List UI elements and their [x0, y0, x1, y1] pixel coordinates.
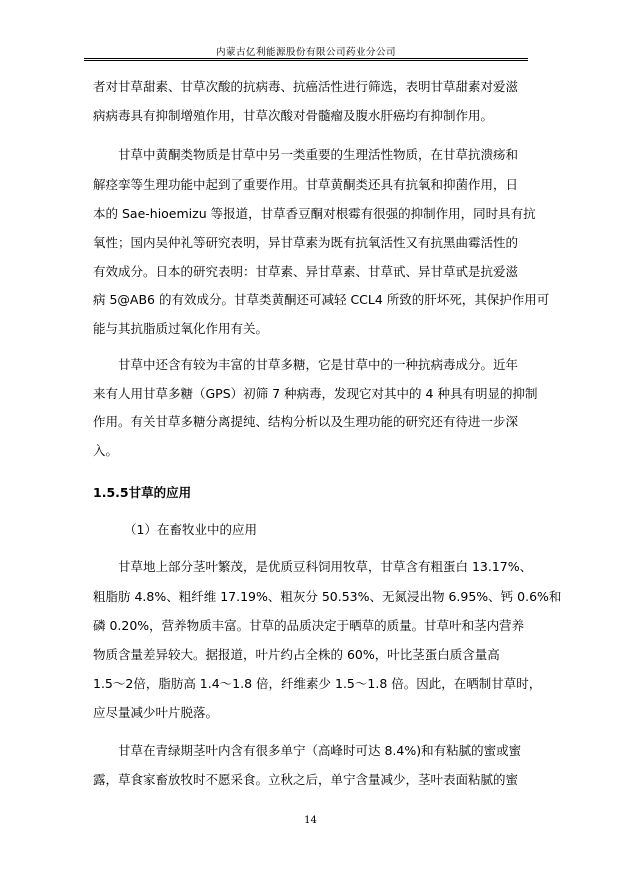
header-rule: [84, 58, 528, 59]
paragraph-line: 粗脂肪 4.8%、粗纤维 17.19%、粗灰分 50.53%、无氮浸出物 6.95%、钙 0.6%和: [93, 589, 562, 604]
paragraph-line: 甘草地上部分茎叶繁茂，是优质豆科饲用牧草，甘草含有粗蛋白 13.17%、: [118, 559, 533, 574]
paragraph-line: 病病毒具有抑制增殖作用，甘草次酸对骨髓瘤及腹水肝癌均有抑制作用。: [93, 108, 494, 123]
header-rule-secondary: [84, 60, 528, 61]
paragraph-line: 解痉挛等生理功能中起到了重要作用。甘草黄酮类还具有抗氧和抑菌作用，日: [93, 177, 519, 192]
paragraph-line: 甘草中还含有较为丰富的甘草多糖，它是甘草中的一种抗病毒成分。近年: [118, 357, 519, 372]
paragraph-line: 作用。有关甘草多糖分离提纯、结构分析以及生理功能的研究还有待进一步深: [93, 414, 519, 429]
paragraph-line: 1.5～2倍，脂肪高 1.4～1.8 倍，纤维素少 1.5～1.8 倍。因此，在晒制甘草时，: [93, 676, 542, 691]
paragraph-line: 甘草中黄酮类物质是甘草中另一类重要的生理活性物质，在甘草抗溃疡和: [118, 147, 519, 162]
paragraph-line: 甘草在青绿期茎叶内含有很多单宁（高峰时可达 8.4%)和有粘腻的蜜或蜜: [118, 743, 522, 758]
paragraph-line: 有效成分。日本的研究表明：甘草素、异甘草素、甘草甙、异甘草甙是抗爱滋: [93, 264, 519, 279]
paragraph-line: 入。: [93, 443, 119, 458]
paragraph-line: 氧性；国内吴仲礼等研究表明，异甘草素为既有抗氧活性又有抗黑曲霉活性的: [93, 235, 519, 250]
paragraph-line: 应尽量减少叶片脱落。: [93, 705, 219, 720]
paragraph-line: 病 5@AB6 的有效成分。甘草类黄酮还可减轻 CCL4 所致的肝坏死，其保护作用可: [93, 292, 550, 307]
paragraph-line: 者对甘草甜素、甘草次酸的抗病毒、抗癌活性进行筛选，表明甘草甜素对爱滋: [93, 79, 519, 94]
paragraph-line: 露，草食家畜放牧时不愿采食。立秋之后，单宁含量减少，茎叶表面粘腻的蜜: [93, 772, 519, 787]
page-header: 内蒙古亿利能源股份有限公司药业分公司: [215, 47, 396, 58]
paragraph-line: 物质含量差异较大。据报道，叶片约占全株的 60%，叶比茎蛋白质含量高: [93, 647, 500, 662]
paragraph-line: 本的 Sae-hioemizu 等报道，甘草香豆酮对根霉有很强的抑制作用，同时具有抗: [93, 206, 536, 221]
section-heading: 1.5.5甘草的应用: [93, 485, 192, 500]
page-number: 14: [304, 815, 317, 826]
paragraph-line: 来有人用甘草多糖（GPS）初筛 7 种病毒，发现它对其中的 4 种具有明显的抑制: [93, 386, 538, 401]
paragraph-line: 能与其抗脂质过氧化作用有关。: [93, 321, 269, 336]
paragraph-line: 磷 0.20%，营养物质丰富。甘草的品质决定于晒草的质量。甘草叶和茎内营养: [93, 618, 525, 633]
subheading: （1）在畜牧业中的应用: [124, 522, 257, 537]
